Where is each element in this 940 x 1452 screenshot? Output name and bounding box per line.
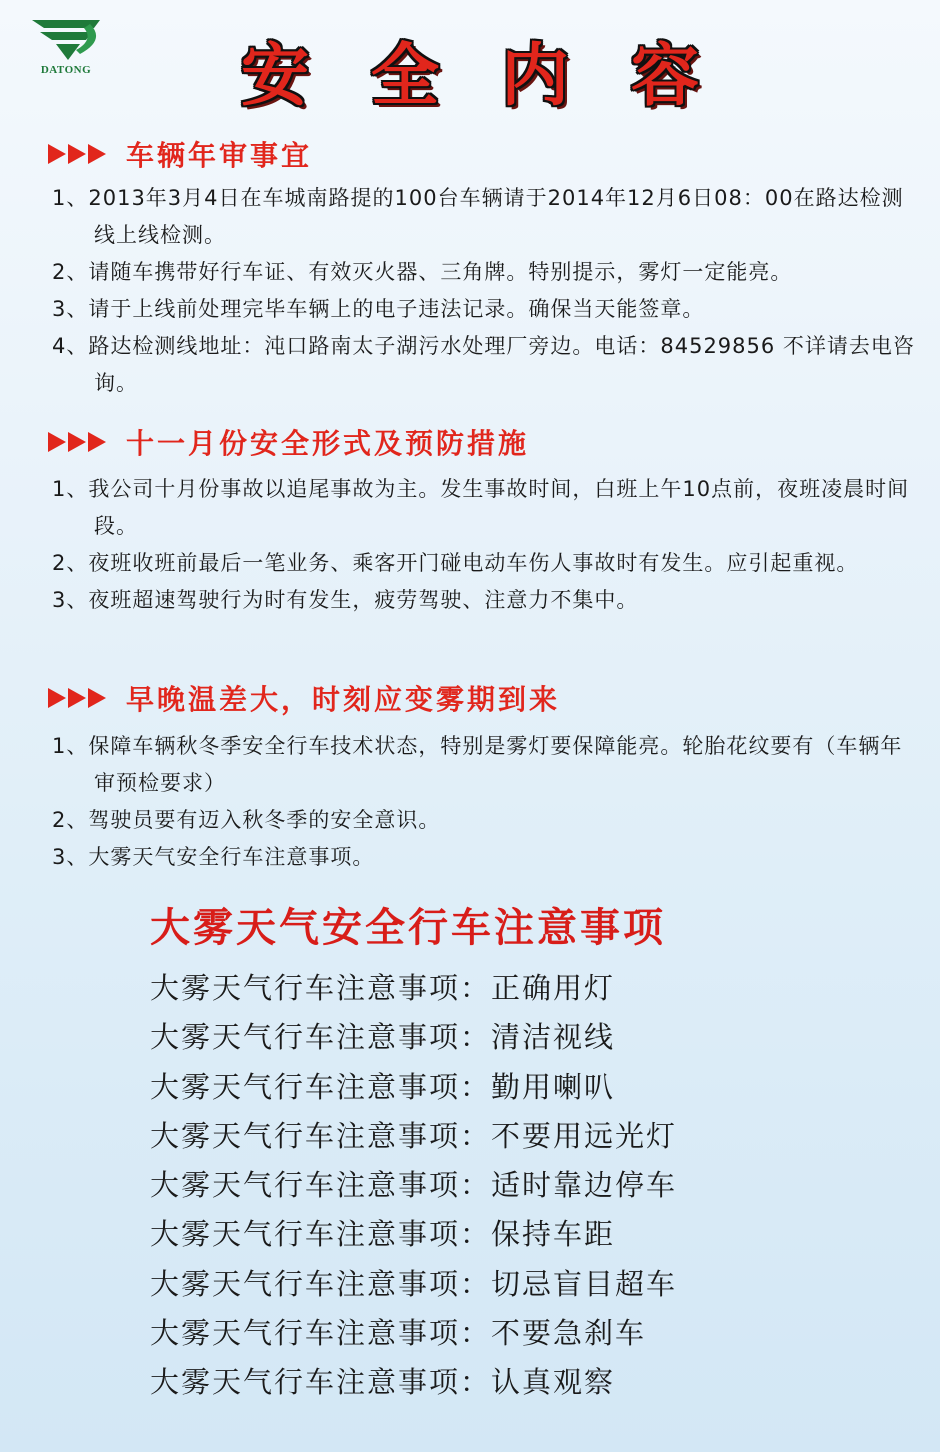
list-item: 1、2013年3月4日在车城南路提的100台车辆请于2014年12月6日08：00在路达检测线上线检测。 — [52, 186, 904, 247]
list-item: 3、大雾天气安全行车注意事项。 — [52, 845, 375, 869]
section-header — [0, 134, 940, 174]
section-november-safety — [0, 422, 940, 619]
fog-notes-title: 大雾天气安全行车注意事项 — [150, 905, 666, 951]
chevron-arrows-icon — [48, 432, 114, 452]
page-title: 安全内容 — [240, 37, 761, 116]
list-item: 大雾天气行车注意事项：正确用灯 — [150, 971, 616, 1005]
chevron-arrows-icon — [48, 688, 114, 708]
list-item: 1、保障车辆秋冬季安全行车技术状态，特别是雾灯要保障能亮。轮胎花纹要有（车辆年审预检要求） — [52, 734, 903, 795]
list-item: 大雾天气行车注意事项：保持车距 — [150, 1217, 616, 1252]
chevron-arrows-icon — [48, 144, 114, 164]
list-item: 2、夜班收班前最后一笔业务、乘客开门碰电动车伤人事故时有发生。应引起重视。 — [52, 551, 859, 575]
list-item: 2、驾驶员要有迈入秋冬季的安全意识。 — [52, 808, 441, 832]
list-item: 4、路达检测线地址：沌口路南太子湖污水处理厂旁边。电话：84529856 不详请去电咨询。 — [52, 334, 915, 395]
list-item: 1、我公司十月份事故以追尾事故为主。发生事故时间，白班上午10点前，夜班凌晨时间段。 — [52, 477, 910, 538]
list-item: 大雾天气行车注意事项：认真观察 — [150, 1365, 616, 1400]
list-item: 大雾天气行车注意事项：切忌盲目超车 — [150, 1266, 678, 1301]
list-item: 3、请于上线前处理完毕车辆上的电子违法记录。确保当天能签章。 — [52, 297, 705, 321]
fog-notes-list — [150, 964, 677, 1408]
list-item: 2、请随车携带好行车证、有效灭火器、三角牌。特别提示，雾灯一定能亮。 — [52, 260, 793, 284]
list-item: 3、夜班超速驾驶行为时有发生，疲劳驾驶、注意力不集中。 — [52, 588, 639, 612]
section-title: 早晚温差大，时刻应变雾期到来 — [126, 683, 561, 716]
logo-text: DATONG — [40, 64, 92, 76]
list-item: 大雾天气行车注意事项：不要用远光灯 — [150, 1118, 678, 1153]
list-item: 大雾天气行车注意事项：适时靠边停车 — [150, 1168, 678, 1203]
section-header — [0, 678, 940, 718]
list-item: 大雾天气行车注意事项：清洁视线 — [150, 1020, 616, 1055]
list-item: 大雾天气行车注意事项：不要急刹车 — [150, 1316, 647, 1351]
list-item: 大雾天气行车注意事项：勤用喇叭 — [150, 1069, 616, 1104]
section-vehicle-inspection — [0, 134, 940, 402]
section-title: 车辆年审事宜 — [126, 139, 313, 172]
section-fog-season — [0, 678, 940, 876]
section-header — [0, 422, 940, 462]
section-title: 十一月份安全形式及预防措施 — [126, 427, 530, 460]
